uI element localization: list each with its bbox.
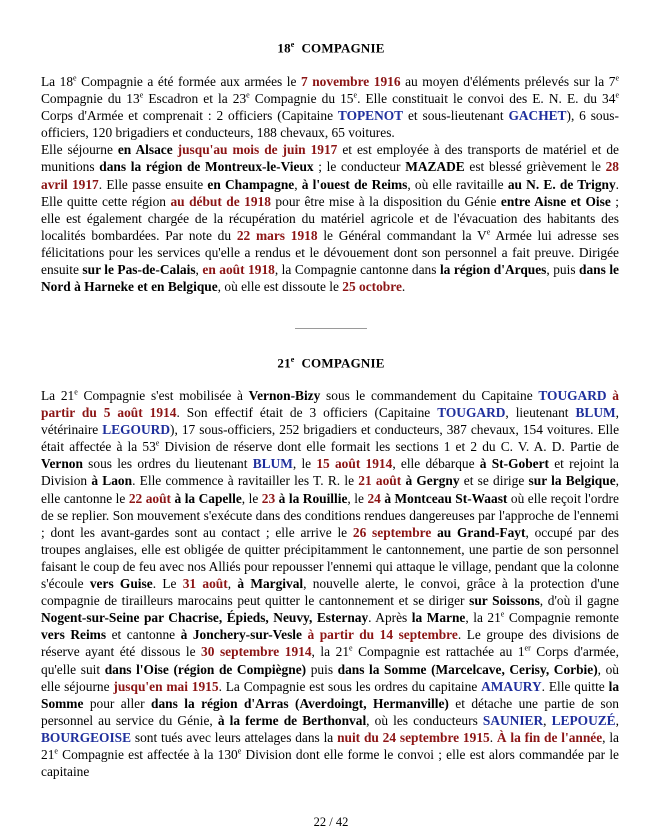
text-run: . Elle passe ensuite <box>98 176 208 192</box>
place-emphasis: sur le Pas-de-Calais <box>82 262 196 278</box>
place-emphasis: Nogent-sur-Seine par Chacrise, Épieds, Neuvy, Esternay <box>41 610 369 626</box>
text-run: Division dont elle forme le convoi ; elle est alors commandée par le capitaine <box>41 746 619 780</box>
text-run: , la Compagnie cantonne dans <box>274 262 440 278</box>
page-number: 22 / 42 <box>313 815 349 829</box>
text-run: . La Compagnie est sous les ordres du capitaine <box>218 678 482 694</box>
superscript: e <box>615 90 619 100</box>
place-emphasis: sur Soissons <box>469 593 540 609</box>
place-emphasis: à Gergny <box>405 473 460 489</box>
text-run: . Elle constituait le convoi des E. N. E. du 34 <box>357 91 616 107</box>
text-run: , d'où il gagne <box>539 593 619 609</box>
text-run: Compagnie remonte <box>504 610 619 626</box>
place-emphasis: en Champagne <box>207 176 295 192</box>
text-run: ), 6 sous-officiers, 120 brigadiers et conducteurs, 188 chevaux, 65 voitures. <box>41 108 619 141</box>
text-run: , elle débarque <box>392 456 480 472</box>
text-run: . Elle quitte <box>541 678 609 694</box>
text-run: puis <box>306 661 338 677</box>
superscript: e <box>486 227 491 237</box>
date-emphasis: 31 août <box>182 576 228 592</box>
superscript: e <box>73 73 77 83</box>
text-run: , la 21 <box>311 644 350 660</box>
place-emphasis: à St-Gobert <box>479 456 549 472</box>
person-name: AMAURY <box>481 678 542 694</box>
text-run: sont tués avec leurs attelages dans la <box>131 729 338 745</box>
superscript: e <box>353 90 358 100</box>
date-emphasis: 22 mars 1918 <box>236 227 318 243</box>
text-run: , où elle est dissoute le <box>217 279 343 295</box>
date-emphasis: 24 <box>367 490 381 506</box>
place-emphasis: sur la Belgique <box>528 473 616 489</box>
text-run: , <box>195 262 203 278</box>
date-emphasis: À la fin de l'année <box>496 729 603 745</box>
place-emphasis: à l'ouest de Reims <box>301 176 408 192</box>
text-run: . Elle quitte cette région <box>41 176 620 209</box>
text-run: , <box>294 176 302 192</box>
text-run: , la 21 <box>465 610 501 626</box>
text-run: , où les conducteurs <box>366 712 483 728</box>
text-run: où elle reçoit l'ordre de se replier. Son mouvement s'exécute dans des conditions rendues dangereuses par l'approche de l'ennemi ; dont les avant-gardes sont au contact ; elle arrive le <box>41 490 619 540</box>
heading-superscript: e <box>290 40 295 49</box>
text-run: , lieutenant <box>505 405 576 421</box>
place-emphasis: vers Guise <box>89 576 153 592</box>
heading-number: 21 <box>277 355 291 371</box>
text-run: La 21 <box>41 388 75 403</box>
heading-superscript: e <box>290 355 295 364</box>
person-name: BLUM <box>252 456 293 472</box>
place-emphasis: Vernon <box>41 456 83 472</box>
place-emphasis: la région d'Arques <box>439 262 547 278</box>
text-run: sous le commandement du Capitaine <box>320 388 539 403</box>
superscript: e <box>500 609 505 619</box>
place-emphasis: au N. E. de Trigny <box>507 176 616 192</box>
date-emphasis: 22 août <box>128 490 172 506</box>
date-emphasis: à partir du 5 août 1914 <box>41 388 619 421</box>
section-heading-21 <box>0 355 662 371</box>
text-run: , puis <box>546 262 580 278</box>
text-run: sous les ordres du lieutenant <box>82 456 253 472</box>
text-run: Compagnie est affectée à la 130 <box>57 746 238 762</box>
section-21-paragraph <box>41 387 619 780</box>
text-run: le Général commandant la V <box>317 227 487 243</box>
text-run: , elle cantonne le <box>41 473 619 506</box>
place-emphasis: à Jonchery-sur-Vesle <box>180 627 302 643</box>
text-run: . Après <box>368 610 412 626</box>
heading-label: COMPAGNIE <box>301 40 385 56</box>
text-run: , <box>543 712 552 728</box>
text-run: Elle séjourne <box>41 142 118 158</box>
text-run: et cantonne <box>106 627 181 643</box>
text-run: et sous-lieutenant <box>403 108 509 124</box>
place-emphasis: en Alsace <box>117 142 173 158</box>
text-run: . Elle commence à ravitailler les T. R. le <box>132 473 359 489</box>
superscript: e <box>246 90 250 100</box>
date-emphasis: 7 novembre 1916 <box>301 74 401 89</box>
date-emphasis: à partir du 14 septembre <box>307 627 458 643</box>
text-run: ), 17 sous-officiers, 252 brigadiers et conducteurs, 387 chevaux, 154 voitures. Elle était affectée à la 53 <box>41 422 620 455</box>
person-name: LEGOURD <box>102 422 170 438</box>
superscript: e <box>155 438 160 448</box>
text-run: . Son effectif était de 3 officiers (Capitaine <box>176 405 438 421</box>
date-emphasis: 30 septembre 1914 <box>201 644 312 660</box>
place-emphasis: Vernon-Bizy <box>248 388 321 403</box>
text-run: et détache une partie de son personnel au service du Génie, <box>41 695 619 728</box>
text-run: La 18 <box>41 74 74 89</box>
person-name: LEPOUZÉ <box>551 712 616 728</box>
place-emphasis: à Margival <box>237 576 304 592</box>
text-run: , <box>227 576 238 592</box>
place-emphasis: dans l'Oise <box>104 661 169 677</box>
text-run: . <box>401 279 406 295</box>
heading-number: 18 <box>277 40 291 56</box>
section-18-paragraph <box>41 73 619 295</box>
section-heading-18 <box>0 40 662 56</box>
place-emphasis: (région de Compiègne) <box>173 661 307 677</box>
text-run: ; elle est également chargée de la récupération du matériel agricole et de l'évacuation des habitants des localités bombardées. Par note du <box>41 193 619 243</box>
date-emphasis: 23 <box>261 490 276 506</box>
place-emphasis: à la Rouillie <box>278 490 348 506</box>
text-run: , occupé par des troupes anglaises, elle est obligée de quitter précipitamment le cantonnement, une partie de son personnel faisant le coup de feu avec nos Alliés pour repousser l'ennemi qui attaque le village, pendant que la colonne s'écoule <box>41 524 619 592</box>
text-run: Division de réserve dont elle formait les sections 1 et 2 du C. V. A. D. Partie de <box>159 439 619 455</box>
text-run: , où elle séjourne <box>41 661 619 694</box>
text-run: Compagnie du 15 <box>249 91 354 107</box>
text-run: Corps d'armée, qu'elle suit <box>41 644 619 677</box>
text-run: et se dirige <box>459 473 529 489</box>
date-emphasis: en août 1918 <box>202 262 275 278</box>
text-run: , le <box>241 490 262 506</box>
person-name: BOURGEOISE <box>41 729 132 745</box>
place-emphasis: (Averdoingt, Hermanville) <box>295 695 449 711</box>
place-emphasis: la Somme <box>41 678 620 711</box>
date-emphasis: 15 août 1914 <box>316 456 393 472</box>
person-name: TOUGARD <box>437 405 506 421</box>
text-run: pour être mise à la disposition du Génie <box>270 193 501 209</box>
text-run: Compagnie du 13 <box>41 91 140 107</box>
text-run: Compagnie a été formée aux armées le <box>76 74 301 89</box>
text-run: Corps d'Armée et comprenait : 2 officiers (Capitaine <box>41 108 338 124</box>
date-emphasis: 21 août <box>358 473 402 489</box>
date-emphasis: jusqu'au mois de juin 1917 <box>177 142 338 158</box>
text-run: , vétérinaire <box>41 405 620 438</box>
superscript: er <box>524 643 531 653</box>
person-name: BLUM <box>575 405 616 421</box>
text-run: . <box>489 729 497 745</box>
person-name: TOPENOT <box>337 108 404 124</box>
heading-label: COMPAGNIE <box>301 355 385 371</box>
superscript: e <box>615 73 619 83</box>
place-emphasis: la Marne <box>411 610 466 626</box>
place-emphasis: à la Capelle <box>174 490 242 506</box>
superscript: e <box>139 90 144 100</box>
date-emphasis: 26 septembre <box>352 524 432 540</box>
text-run: , le <box>292 456 317 472</box>
place-emphasis: dans le Nord à Harneke et en Belgique <box>41 262 619 295</box>
text-run: est blessé grièvement le <box>464 159 606 175</box>
text-run: , la 21 <box>41 729 619 762</box>
place-emphasis: à la ferme de Berthonval <box>217 712 367 728</box>
superscript: e <box>74 387 78 397</box>
person-name: TOUGARD <box>538 388 607 403</box>
text-run: Armée lui adresse ses félicitations pour les services qu'elle a rendus et le dévouement dont son personnel a fait preuve. Dirigée ensuite <box>41 227 619 278</box>
place-emphasis: entre Aisne et Oise <box>500 193 611 209</box>
text-run: , nouvelle alerte, le convoi, grâce à la protection d'une compagnie de tirailleurs marocains peut quitter le cantonnement et se diriger <box>41 576 620 609</box>
text-run: , où elle ravitaille <box>407 176 508 192</box>
place-emphasis: MAZADE <box>405 159 465 175</box>
place-emphasis: à Montceau St-Waast <box>384 490 508 506</box>
date-emphasis: jusqu'en mai 1915 <box>113 678 219 694</box>
superscript: e <box>54 746 58 756</box>
person-name: GACHET <box>508 108 567 124</box>
date-emphasis: au début de 1918 <box>170 193 271 209</box>
superscript: e <box>237 746 242 756</box>
person-name: SAUNIER <box>482 712 544 728</box>
text-run: et est employée à des transports de matériel et de munitions <box>41 142 619 175</box>
date-emphasis: 25 octobre <box>342 279 402 295</box>
date-emphasis: 28 avril 1917 <box>41 159 619 192</box>
text-run: , <box>615 712 619 728</box>
text-run: Escadron et la 23 <box>143 91 247 107</box>
place-emphasis: dans la région de Montreux-le-Vieux <box>99 159 314 175</box>
text-run: Compagnie s'est mobilisée à <box>77 388 249 403</box>
place-emphasis: à Laon <box>91 473 133 489</box>
text-run: et rejoint la Division <box>41 456 619 489</box>
text-run: ; le conducteur <box>313 159 406 175</box>
date-emphasis: nuit du 24 septembre 1915 <box>337 729 490 745</box>
place-emphasis: (Marcelcave, Cerisy, Corbie) <box>431 661 598 677</box>
text-run: . Le groupe des divisions de réserve ayant été dissous le <box>41 627 619 660</box>
section-divider <box>295 328 367 329</box>
text-run: Compagnie est rattachée au 1 <box>352 644 525 660</box>
place-emphasis: au Grand-Fayt <box>437 524 526 540</box>
text-run: pour aller <box>83 695 152 711</box>
text-run: . Le <box>152 576 183 592</box>
text-run: au moyen d'éléments prélevés sur la 7 <box>400 74 616 89</box>
text-run: , le <box>347 490 368 506</box>
superscript: e <box>349 643 353 653</box>
place-emphasis: vers Reims <box>41 627 107 643</box>
place-emphasis: dans la région d'Arras <box>151 695 289 711</box>
place-emphasis: dans la Somme <box>337 661 427 677</box>
